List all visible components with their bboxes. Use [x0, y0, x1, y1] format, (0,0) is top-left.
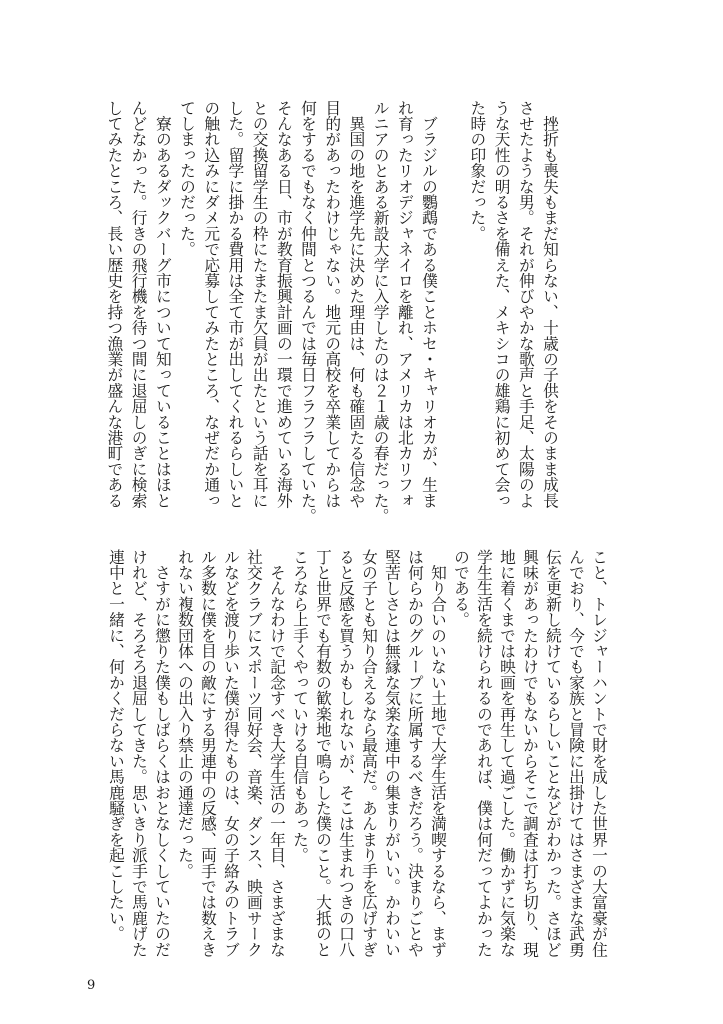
text-column: 堅苦しさとは無縁な気楽な連中の集まりがいい。かわいい	[383, 549, 402, 958]
text-column: 知り合いのいない土地で大学生活を満喫するなら、まず	[429, 549, 448, 958]
text-column: ルなどを渡り歩いた僕が得たものは、女の子絡みのトラブ	[222, 549, 241, 958]
text-column: ルニアのとある新設大学に入学したのは２１歳の春だった。	[371, 100, 391, 524]
text-column: ると反感を買うかもしれないが、そこは生まれつきの口八	[337, 549, 356, 958]
text-column: れ育ったリオデジャネイロを離れ、アメリカは北カリフォ	[395, 100, 415, 509]
text-column: た時の印象だった。	[468, 100, 488, 242]
text-column: ころなら上手くやっていける自信もあった。	[291, 549, 310, 863]
text-column: は何らかのグループに所属するべきだろう。決まりごとや	[406, 549, 425, 958]
text-column: した。留学に掛かる費用は全て市が出してくれるらしいと	[226, 100, 246, 509]
text-column: 伝を更新し続けているらしいことなどがわかった。さほど	[544, 549, 563, 958]
text-column: ブラジルの鸚鵡である僕ことホセ・キャリオカが、生ま	[420, 100, 439, 509]
text-column: 寮のあるダックバーグ市について知っていることはほと	[153, 100, 173, 509]
text-column: そんなわけで記念すべき大学生活の一年目、さまざまな	[268, 549, 287, 958]
text-column: さすがに懲りた僕もしばらくはおとなしくしていたのだ	[153, 549, 172, 958]
text-column: してみたところ、長い歴史を持つ漁業が盛んな港町である	[105, 100, 125, 509]
text-column: 社交クラブにスポーツ同好会、音楽、ダンス、映画サーク	[245, 549, 264, 958]
text-column: 地に着くまでは映画を再生して過ごした。働かずに気楽な	[498, 549, 517, 958]
text-column: てしまったのだった。	[178, 100, 197, 257]
text-column: 女の子とも知り合えるなら最高だ。あんまり手を広げすぎ	[360, 549, 379, 958]
text-column: の触れ込みにダメ元で応募してみたところ、なぜだか通っ	[202, 100, 222, 509]
text-column: 挫折も喪失もまだ知らない、十歳の子供をそのまま成長	[541, 100, 560, 509]
text-column: れない複数団体への出入り禁止の通達だった。	[176, 549, 195, 879]
text-column: のである。	[452, 549, 471, 628]
text-column: との交換留学生の枠にたまたま欠員が出たという話を耳に	[250, 100, 270, 509]
text-column: 連中と一緒に、何かくだらない馬鹿騒ぎを起こしたい。	[107, 549, 126, 942]
text-column: ル多数に僕を目の敵にする男連中の反感、両手では数えき	[199, 549, 218, 958]
text-column: んどなかった。行きの飛行機を待つ間に退屈しのぎに検索	[129, 100, 149, 509]
text-column: んでおり、今でも家族と冒険に出掛けてはさまざまな武勇	[567, 549, 586, 958]
text-column: 目的があったわけじゃない。地元の高校を卒業してからは	[323, 100, 343, 509]
text-column: こと、トレジャーハントで財を成した世界一の大富豪が住	[590, 549, 609, 958]
text-column: そんなある日、市が教育振興計画の一環で進めている海外	[274, 100, 294, 509]
text-column: 学生生活を続けられるのであれば、僕は何だってよかった	[475, 549, 494, 958]
text-column: うな天性の明るさを備えた、メキシコの雄鶏に初めて会っ	[492, 100, 512, 509]
text-column: 異国の地を進学先に決めた理由は、何も確固たる信念や	[347, 100, 367, 509]
text-column: 丁と世界でも有数の歓楽地で鳴らした僕のこと。大抵のと	[314, 549, 333, 958]
page-number: 9	[87, 978, 96, 993]
text-column: させたような男。それが伸びやかな歌声と手足、太陽のよ	[516, 100, 536, 509]
text-column: 何をするでもなく仲間とつるんでは毎日フラフラしていた。	[299, 100, 318, 524]
text-column: けれど、そろそろ退屈してきた。思いきり派手で馬鹿げた	[130, 549, 149, 958]
text-column: 興味があったわけでもないからそこで調査は打ち切り、現	[521, 549, 540, 958]
